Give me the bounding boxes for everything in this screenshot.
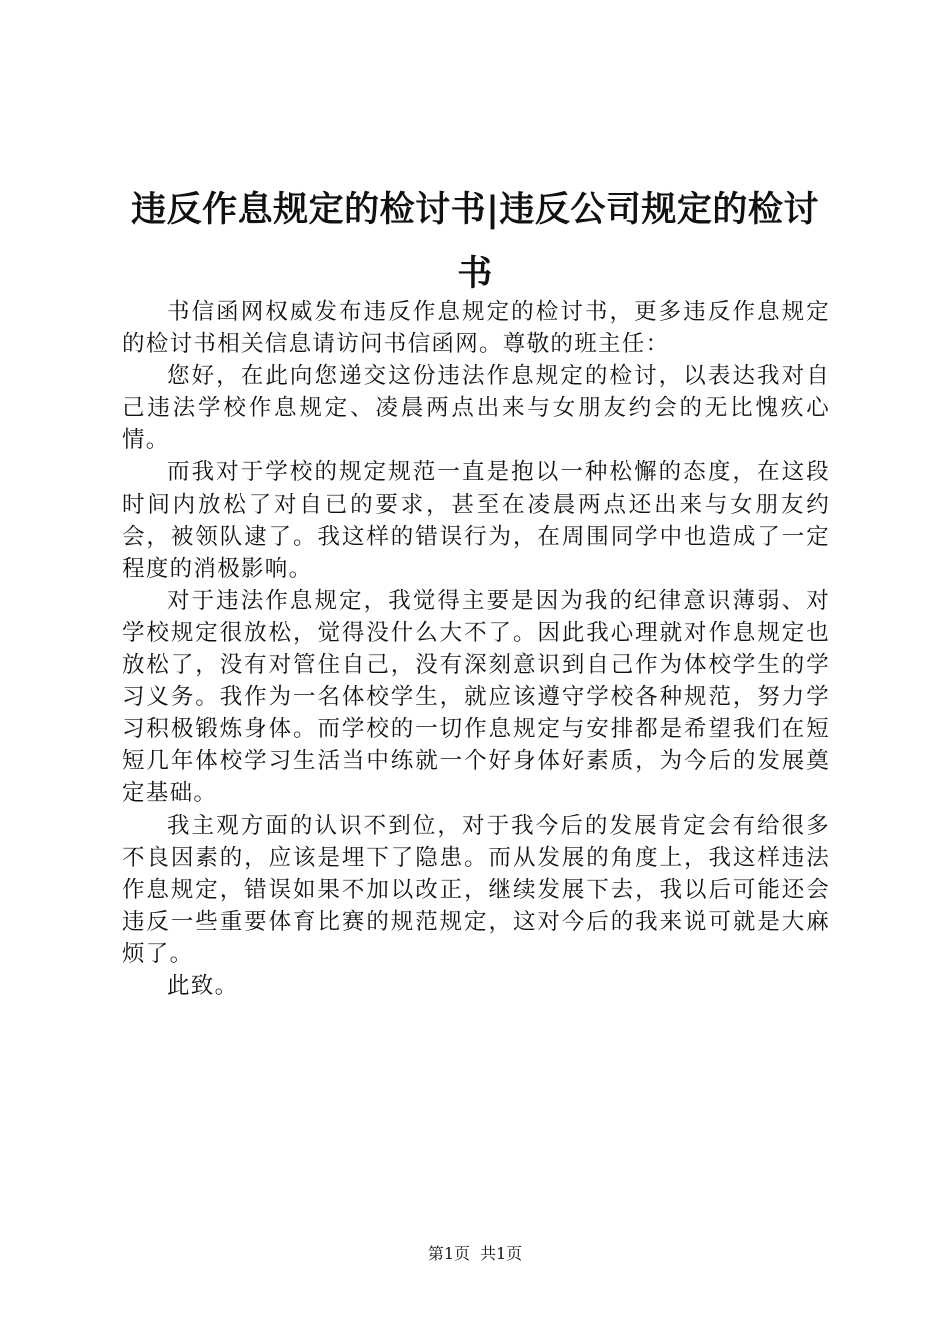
- page-number: 第1页: [427, 1244, 470, 1263]
- paragraph: 您好，在此向您递交这份违法作息规定的检讨，以表达我对自己违法学校作息规定、凌晨两点出来与女朋友约会的无比愧疚心情。: [122, 363, 830, 454]
- closing-paragraph: 此致。: [167, 972, 239, 999]
- page-footer: [0, 1243, 950, 1265]
- paragraph: 书信函网权威发布违反作息规定的检讨书，更多违反作息规定的检讨书相关信息请访问书信函网。尊敬的班主任：: [122, 299, 830, 358]
- document-body: [122, 296, 830, 1002]
- page-total: 共1页: [480, 1244, 523, 1263]
- paragraph: 我主观方面的认识不到位，对于我今后的发展肯定会有给很多不良因素的，应该是埋下了隐患。而从发展的角度上，我这样违法作息规定，错误如果不加以改正，继续发展下去，我以后可能还会违反一些重要体育比赛的规范规定，这对今后的我来说可就是大麻烦了。: [122, 812, 830, 967]
- document-title: 违反作息规定的检讨书|违反公司规定的检讨书: [131, 190, 819, 294]
- paragraph: 对于违法作息规定，我觉得主要是因为我的纪律意识薄弱、对学校规定很放松，觉得没什么大不了。因此我心理就对作息规定也放松了，没有对管住自己，没有深刻意识到自己作为体校学生的学习义务。我作为一名体校学生，就应该遵守学校各种规范，努力学习积极锻炼身体。而学校的一切作息规定与安排都是希望我们在短短几年体校学习生活当中练就一个好身体好素质，为今后的发展奠定基础。: [122, 587, 830, 807]
- paragraph: 而我对于学校的规定规范一直是抱以一种松懈的态度，在这段时间内放松了对自已的要求，甚至在凌晨两点还出来与女朋友约会，被领队逮了。我这样的错误行为，在周围同学中也造成了一定程度的消极影响。: [122, 459, 830, 582]
